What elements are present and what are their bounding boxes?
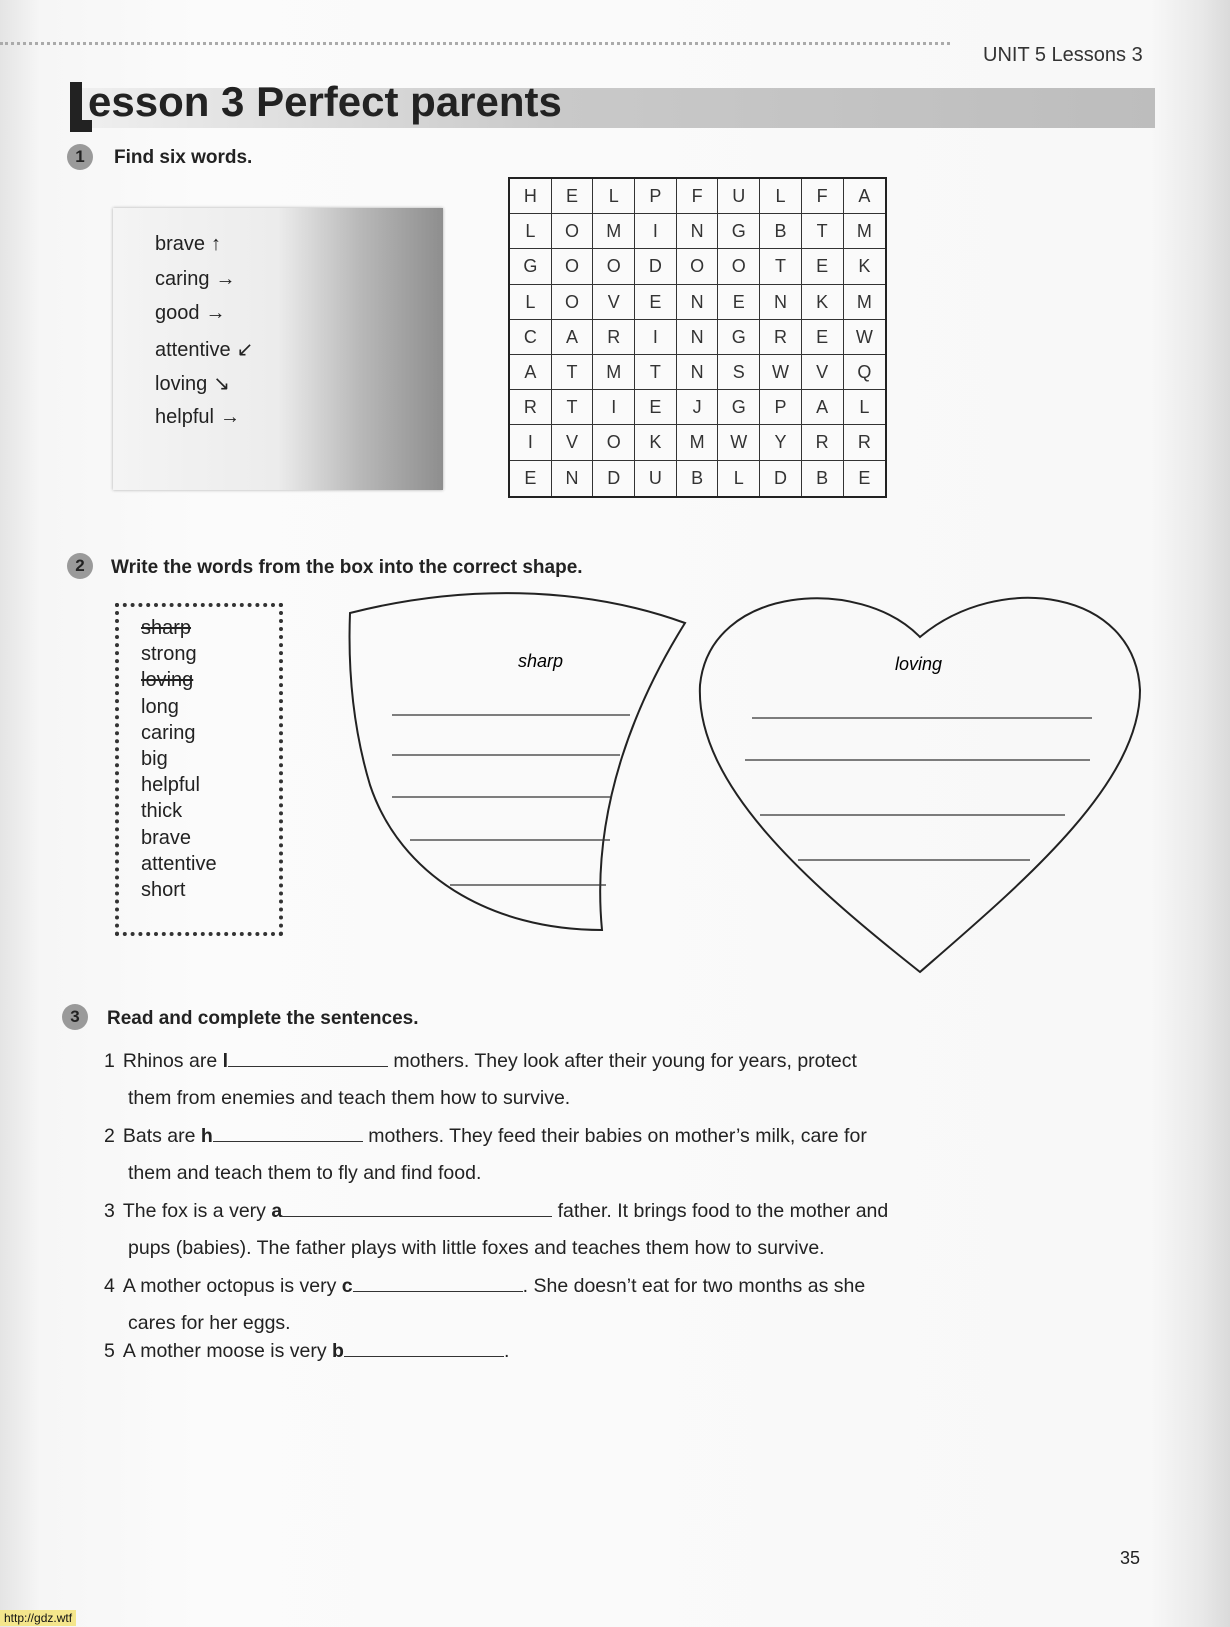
- grid-cell[interactable]: T: [552, 355, 594, 390]
- grid-cell[interactable]: B: [677, 461, 719, 496]
- grid-cell[interactable]: M: [593, 355, 635, 390]
- sentence: [104, 1200, 888, 1223]
- word-label: good: [155, 302, 200, 324]
- grid-cell[interactable]: E: [510, 461, 552, 496]
- sentence-continuation: pups (babies). The father plays with little foxes and teaches them how to survive.: [128, 1237, 825, 1259]
- grid-cell[interactable]: B: [802, 461, 844, 496]
- grid-cell[interactable]: V: [552, 425, 594, 460]
- source-url-link[interactable]: http://gdz.wtf: [0, 1610, 76, 1626]
- grid-cell[interactable]: Q: [844, 355, 886, 390]
- grid-cell[interactable]: M: [677, 425, 719, 460]
- grid-cell[interactable]: I: [510, 425, 552, 460]
- grid-cell[interactable]: O: [552, 249, 594, 284]
- word-list-item: [155, 406, 240, 429]
- word-list-item: [155, 371, 230, 396]
- sentence: [104, 1275, 865, 1298]
- leaf-label: sharp: [518, 651, 564, 671]
- grid-cell[interactable]: M: [844, 214, 886, 249]
- word-label: caring: [155, 267, 210, 290]
- direction-arrow-icon: →: [205, 302, 226, 324]
- grid-cell[interactable]: R: [510, 390, 552, 425]
- first-letter-hint: h: [200, 1125, 213, 1147]
- box-word: attentive: [141, 852, 217, 875]
- first-letter-hint: b: [332, 1340, 344, 1362]
- grid-cell[interactable]: K: [844, 249, 886, 284]
- grid-cell[interactable]: T: [760, 249, 802, 284]
- sentence-text-before: Rhinos are: [122, 1050, 223, 1072]
- answer-blank[interactable]: [344, 1340, 504, 1357]
- unit-label: UNIT 5 Lessons 3: [983, 44, 1143, 66]
- grid-cell[interactable]: B: [760, 214, 802, 249]
- grid-cell[interactable]: O: [552, 285, 594, 320]
- sentence-text-after: mothers. They look after their young for years, protect: [388, 1050, 857, 1072]
- grid-cell[interactable]: L: [844, 390, 886, 425]
- grid-cell[interactable]: N: [677, 285, 719, 320]
- grid-cell[interactable]: T: [802, 214, 844, 249]
- sentence-continuation: cares for her eggs.: [128, 1312, 291, 1334]
- grid-cell[interactable]: E: [635, 285, 677, 320]
- page-number: 35: [1120, 1548, 1141, 1568]
- exercise-3-badge: 3: [62, 1004, 88, 1030]
- grid-cell[interactable]: E: [718, 285, 760, 320]
- grid-cell[interactable]: T: [552, 390, 594, 425]
- grid-cell[interactable]: L: [510, 285, 552, 320]
- word-list-box: [113, 208, 443, 490]
- grid-cell[interactable]: N: [760, 285, 802, 320]
- grid-cell[interactable]: F: [677, 179, 719, 214]
- word-label: attentive: [155, 338, 231, 361]
- direction-arrow-icon: ↙: [236, 338, 254, 361]
- grid-cell[interactable]: O: [677, 249, 719, 284]
- grid-cell[interactable]: A: [510, 355, 552, 390]
- grid-cell[interactable]: L: [593, 179, 635, 214]
- box-word: thick: [141, 800, 183, 823]
- box-word: short: [141, 879, 186, 901]
- grid-cell[interactable]: I: [593, 390, 635, 425]
- grid-cell[interactable]: V: [802, 355, 844, 390]
- top-dotted-rule: [0, 42, 950, 45]
- sentence-continuation: them from enemies and teach them how to survive.: [128, 1087, 571, 1109]
- grid-cell[interactable]: M: [593, 214, 635, 249]
- grid-cell[interactable]: I: [635, 214, 677, 249]
- grid-cell[interactable]: E: [552, 179, 594, 214]
- grid-cell[interactable]: P: [635, 179, 677, 214]
- box-word: loving: [141, 669, 194, 692]
- grid-cell[interactable]: D: [593, 461, 635, 496]
- sentence-number: 2: [104, 1125, 115, 1147]
- sentence-text-before: A mother octopus is very: [122, 1275, 342, 1297]
- first-letter-hint: c: [341, 1275, 353, 1297]
- sentence: [104, 1050, 857, 1073]
- grid-cell[interactable]: E: [858, 467, 871, 488]
- grid-cell[interactable]: S: [718, 355, 760, 390]
- grid-cell[interactable]: T: [635, 355, 677, 390]
- word-label: loving: [155, 373, 208, 395]
- word-list-item: [155, 337, 253, 362]
- sentence-text-after: .: [503, 1340, 510, 1362]
- grid-cell[interactable]: O: [552, 214, 594, 249]
- grid-cell[interactable]: G: [510, 249, 552, 284]
- grid-cell[interactable]: A: [552, 320, 594, 355]
- grid-cell[interactable]: W: [718, 425, 760, 460]
- grid-cell[interactable]: A: [802, 390, 844, 425]
- sentence-number: 4: [104, 1275, 115, 1297]
- page-title: esson 3 Perfect parents: [88, 78, 562, 125]
- grid-cell[interactable]: R: [760, 320, 802, 355]
- grid-cell[interactable]: K: [802, 285, 844, 320]
- direction-arrow-icon: →: [215, 267, 236, 290]
- answer-blank[interactable]: [282, 1200, 552, 1217]
- word-list-item: [155, 302, 226, 325]
- grid-cell[interactable]: W: [844, 320, 886, 355]
- answer-blank[interactable]: [228, 1050, 388, 1067]
- leaf-shape: [350, 593, 685, 930]
- grid-cell[interactable]: G: [718, 214, 760, 249]
- grid-cell[interactable]: L: [718, 461, 760, 496]
- box-word: strong: [141, 643, 197, 666]
- grid-cell[interactable]: E: [802, 249, 844, 284]
- grid-cell[interactable]: N: [677, 214, 719, 249]
- sentence-text-before: Bats are: [122, 1125, 201, 1147]
- grid-cell[interactable]: U: [718, 179, 760, 214]
- grid-cell[interactable]: O: [718, 249, 760, 284]
- direction-arrow-icon: ↘: [213, 373, 231, 395]
- grid-cell[interactable]: W: [760, 355, 802, 390]
- grid-cell[interactable]: N: [677, 320, 719, 355]
- shapes: [340, 585, 1160, 980]
- grid-cell[interactable]: R: [844, 425, 886, 460]
- grid-cell[interactable]: Y: [760, 425, 802, 460]
- sentence-text-after: father. It brings food to the mother and: [552, 1200, 889, 1222]
- grid-cell[interactable]: C: [510, 320, 552, 355]
- exercise-2-instruction: Write the words from the box into the correct shape.: [111, 557, 583, 578]
- grid-cell[interactable]: L: [760, 179, 802, 214]
- grid-cell[interactable]: F: [802, 179, 844, 214]
- grid-cell[interactable]: R: [593, 320, 635, 355]
- exercise-1-instruction: Find six words.: [114, 147, 253, 168]
- first-letter-hint: l: [222, 1050, 228, 1072]
- exercise-3-instruction: Read and complete the sentences.: [107, 1008, 419, 1029]
- grid-cell[interactable]: V: [593, 285, 635, 320]
- grid-cell[interactable]: R: [802, 425, 844, 460]
- sentence-number: 3: [104, 1200, 115, 1222]
- box-word: caring: [141, 721, 196, 744]
- sentence-number: 1: [104, 1050, 115, 1072]
- grid-cell[interactable]: M: [844, 285, 886, 320]
- sentence-number: 5: [104, 1340, 115, 1362]
- grid-cell[interactable]: J: [677, 390, 719, 425]
- word-box: [115, 603, 283, 936]
- exercise-2-badge: 2: [67, 553, 93, 579]
- heart-label: loving: [895, 654, 943, 674]
- sentence-text-before: The fox is a very: [122, 1200, 272, 1222]
- direction-arrow-icon: ↑: [211, 233, 222, 255]
- answer-blank[interactable]: [353, 1275, 523, 1292]
- word-label: helpful: [155, 405, 214, 428]
- grid-cell[interactable]: L: [510, 214, 552, 249]
- box-word: long: [141, 695, 179, 718]
- grid-cell[interactable]: O: [593, 425, 635, 460]
- grid-cell[interactable]: A: [844, 179, 886, 214]
- grid-cell[interactable]: D: [760, 461, 802, 496]
- box-word: sharp: [141, 617, 192, 639]
- grid-cell[interactable]: N: [677, 355, 719, 390]
- box-word: helpful: [141, 774, 200, 797]
- word-list-item: [155, 268, 235, 291]
- sentence-text-before: A mother moose is very: [122, 1340, 333, 1362]
- direction-arrow-icon: →: [219, 405, 240, 428]
- box-word: brave: [141, 826, 192, 849]
- grid-cell[interactable]: G: [718, 390, 760, 425]
- sentence-text-after: . She doesn’t eat for two months as she: [522, 1275, 866, 1297]
- grid-cell[interactable]: D: [635, 249, 677, 284]
- word-label: brave: [155, 233, 206, 255]
- sentence: [104, 1125, 867, 1148]
- grid-cell[interactable]: P: [760, 390, 802, 425]
- grid-cell[interactable]: H: [510, 179, 552, 214]
- exercise-1-badge: 1: [67, 144, 93, 170]
- grid-cell[interactable]: E: [635, 390, 677, 425]
- grid-cell[interactable]: I: [635, 320, 677, 355]
- first-letter-hint: a: [271, 1200, 283, 1222]
- sentence: [104, 1340, 509, 1363]
- sentence-continuation: them and teach them to fly and find food.: [128, 1162, 482, 1184]
- word-search-grid: [508, 177, 887, 498]
- grid-cell[interactable]: K: [635, 425, 677, 460]
- grid-cell[interactable]: O: [593, 249, 635, 284]
- word-list-item: [155, 233, 221, 256]
- grid-cell[interactable]: U: [635, 461, 677, 496]
- sentence-text-after: mothers. They feed their babies on mother’s milk, care for: [362, 1125, 867, 1147]
- grid-cell[interactable]: N: [552, 461, 594, 496]
- grid-cell[interactable]: E: [802, 320, 844, 355]
- box-word: big: [141, 748, 168, 770]
- grid-cell[interactable]: G: [718, 320, 760, 355]
- answer-blank[interactable]: [213, 1125, 363, 1142]
